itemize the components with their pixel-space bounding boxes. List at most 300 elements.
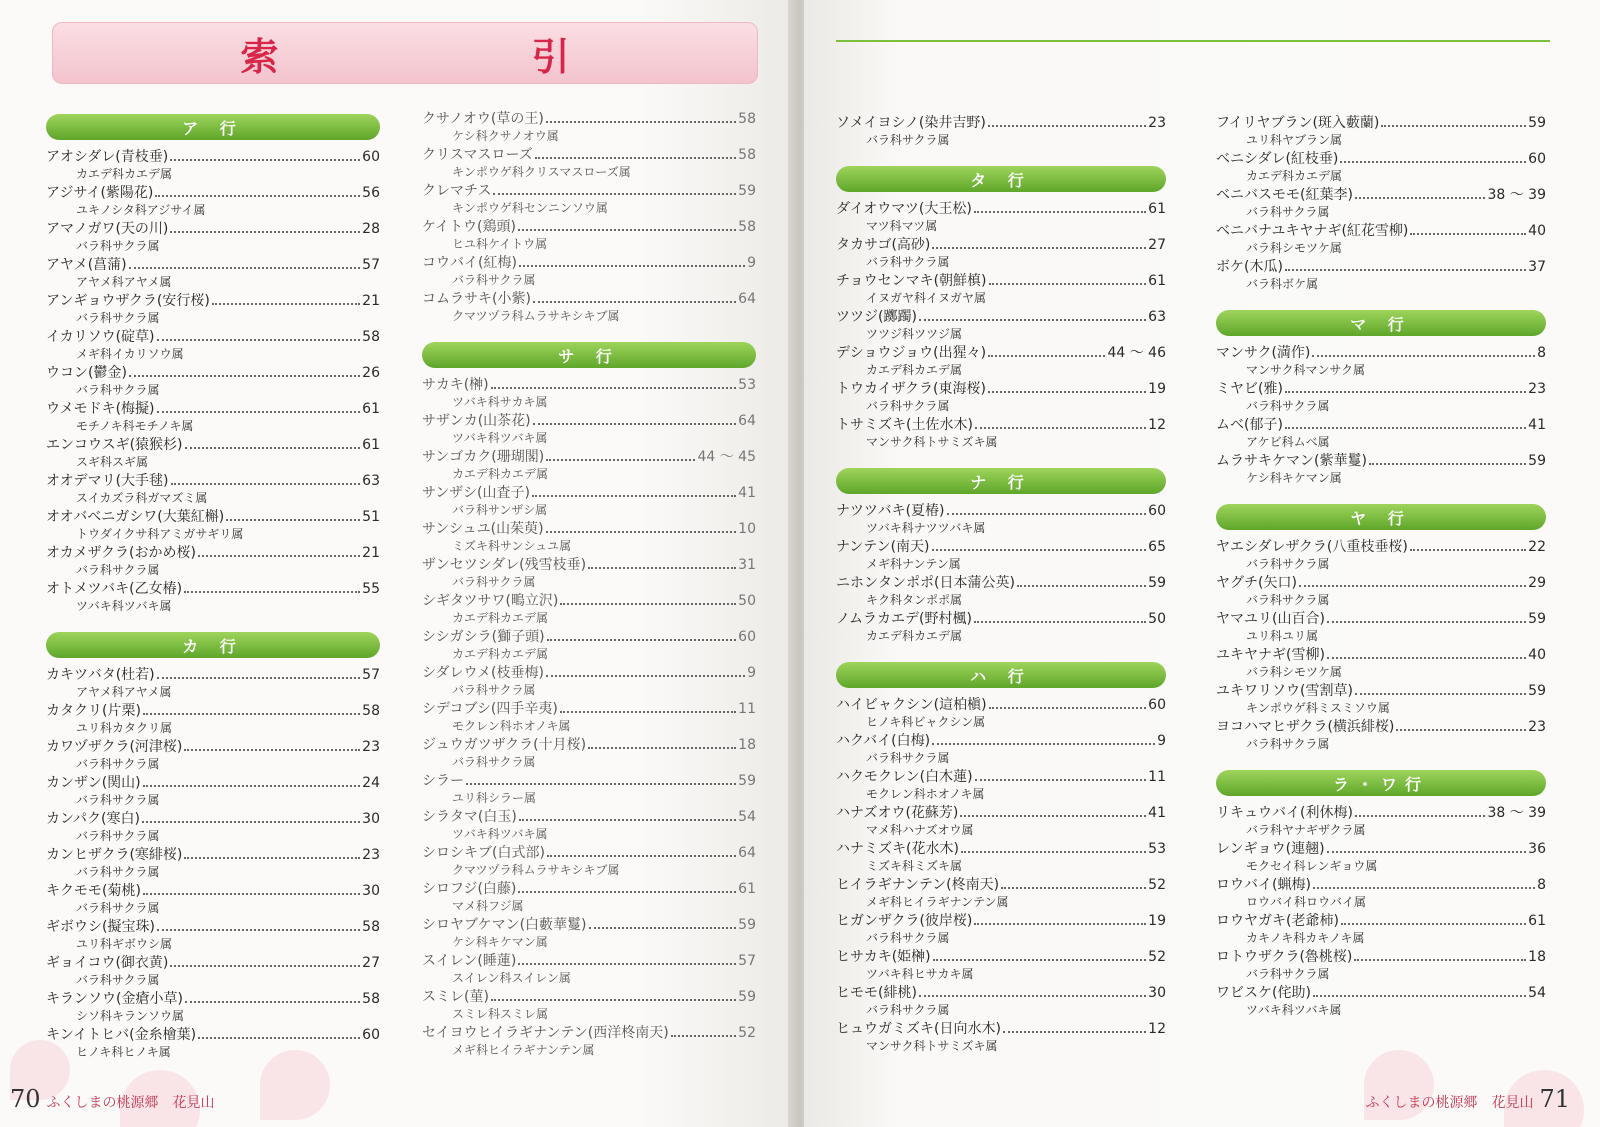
entry-line xyxy=(1216,538,1546,556)
entry-page-number: 58 xyxy=(362,919,380,935)
entry-page-number: 11 xyxy=(738,701,756,717)
entry-line xyxy=(836,1020,1166,1038)
entry-line xyxy=(46,810,380,828)
leader-dots xyxy=(932,743,1155,745)
page-number-right: 71 xyxy=(1539,1085,1570,1113)
entry-family: ツバキ科ツバキ属 xyxy=(452,827,548,841)
entry-page-number: 41 xyxy=(1148,805,1166,821)
index-entry xyxy=(422,664,756,700)
entry-family: ツバキ科ツバキ属 xyxy=(76,599,172,613)
entry-line xyxy=(836,840,1166,858)
entry-name: ツツジ(躑躅) xyxy=(836,309,917,325)
entry-page-number: 63 xyxy=(362,473,380,489)
entry-page-number: 19 xyxy=(1148,381,1166,397)
entry-page-number: 30 xyxy=(1148,985,1166,1001)
index-entry xyxy=(422,844,756,880)
leader-dots xyxy=(1313,995,1526,997)
entry-line xyxy=(1216,416,1546,434)
index-entry xyxy=(422,110,756,146)
entry-family: トウダイクサ科アミガサギリ属 xyxy=(76,527,244,541)
index-entry xyxy=(422,1024,756,1060)
entry-page-number: 18 xyxy=(1528,949,1546,965)
index-section xyxy=(836,114,1166,150)
entry-name: オオバベニガシワ(大葉紅槲) xyxy=(46,509,225,525)
entry-line xyxy=(422,218,756,236)
entry-family: キンポウゲ科センニンソウ属 xyxy=(452,201,608,215)
leader-dots xyxy=(535,157,736,159)
entry-name: キクモモ(菊桃) xyxy=(46,883,141,899)
entry-name: コウバイ(紅梅) xyxy=(422,255,517,271)
entry-name: シロフジ(白藤) xyxy=(422,881,517,897)
entry-name: アンギョウザクラ(安行桜) xyxy=(46,293,210,309)
leader-dots xyxy=(185,1001,360,1003)
footer-left xyxy=(10,1085,215,1113)
entry-family: バラ科シモツケ属 xyxy=(1246,241,1342,255)
entry-page-number: 59 xyxy=(1148,575,1166,591)
entry-family: マメ科フジ属 xyxy=(452,899,524,913)
leader-dots xyxy=(143,713,360,715)
entry-family: ヒユ科ケイトウ属 xyxy=(452,237,548,251)
entry-name: オオデマリ(大手毬) xyxy=(46,473,169,489)
entry-name: ザンセツシダレ(残雪枝垂) xyxy=(422,557,587,573)
entry-page-number: 58 xyxy=(738,219,756,235)
entry-family: ユリ科ヤブラン属 xyxy=(1246,133,1343,147)
entry-page-number: 61 xyxy=(362,437,380,453)
index-title-banner xyxy=(52,22,758,84)
index-entry xyxy=(46,882,380,918)
entry-name: ユキワリソウ(雪割草) xyxy=(1216,683,1353,699)
entry-line xyxy=(46,508,380,526)
leader-dots xyxy=(1299,585,1526,587)
leader-dots xyxy=(142,821,360,823)
index-entry xyxy=(836,200,1166,236)
entry-family: メギ科ナンテン属 xyxy=(866,557,961,571)
entry-family: バラ科サクラ属 xyxy=(76,239,160,253)
entry-name: キンイトヒバ(金糸檜葉) xyxy=(46,1027,197,1043)
entry-page-number: 23 xyxy=(1528,381,1546,397)
leader-dots xyxy=(226,519,360,521)
entry-line xyxy=(422,520,756,538)
entry-family: カエデ科カエデ属 xyxy=(866,629,963,643)
entry-line xyxy=(422,916,756,934)
entry-name: オトメツバキ(乙女椿) xyxy=(46,581,183,597)
entry-page-number: 64 xyxy=(738,413,756,429)
entry-page-number: 21 xyxy=(362,545,380,561)
entry-name: シダレウメ(枝垂梅) xyxy=(422,665,544,681)
entry-name: ノムラカエデ(野村楓) xyxy=(836,611,972,627)
section-header: ナ 行 xyxy=(836,468,1166,494)
index-entry xyxy=(422,772,756,808)
leader-dots xyxy=(491,999,736,1001)
index-entry xyxy=(1216,718,1546,754)
entry-name: セイヨウヒイラギナンテン(西洋柊南天) xyxy=(422,1025,669,1041)
entry-family: ユリ科カタクリ属 xyxy=(76,721,173,735)
index-column-4 xyxy=(1216,114,1546,1036)
entry-name: ナンテン(南天) xyxy=(836,539,930,555)
entry-family: スイカズラ科ガマズミ属 xyxy=(76,491,208,505)
entry-name: ヒュウガミズキ(日向水木) xyxy=(836,1021,1001,1037)
entry-family: アケビ科ムベ属 xyxy=(1246,435,1330,449)
entry-name: リキュウバイ(利休梅) xyxy=(1216,805,1353,821)
entry-family: メギ科ヒイラギナンテン属 xyxy=(866,895,1009,909)
entry-page-number: 64 xyxy=(738,291,756,307)
leader-dots xyxy=(184,749,360,751)
index-entry xyxy=(46,292,380,328)
leader-dots xyxy=(1327,851,1527,853)
entry-page-number: 40 xyxy=(1528,223,1546,239)
index-section xyxy=(836,662,1166,1056)
index-entry xyxy=(422,484,756,520)
entry-line xyxy=(1216,222,1546,240)
index-entry xyxy=(1216,538,1546,574)
leader-dots xyxy=(129,267,361,269)
entry-line xyxy=(46,882,380,900)
entry-family: ユリ科ユリ属 xyxy=(1246,629,1319,643)
entry-family: バラ科サクラ属 xyxy=(76,829,160,843)
entry-line xyxy=(46,220,380,238)
entry-line xyxy=(1216,840,1546,858)
leader-dots xyxy=(1017,585,1146,587)
index-entry xyxy=(1216,574,1546,610)
entry-name: ナツツバキ(夏椿) xyxy=(836,503,945,519)
entry-family: バラ科サクラ属 xyxy=(1246,205,1330,219)
entry-name: ダイオウマツ(大王松) xyxy=(836,201,972,217)
entry-line xyxy=(836,768,1166,786)
entry-name: ソメイヨシノ(染井吉野) xyxy=(836,115,986,131)
leader-dots xyxy=(185,447,361,449)
entry-family: バラ科サクラ属 xyxy=(76,757,160,771)
leader-dots xyxy=(533,423,737,425)
leader-dots xyxy=(1285,269,1526,271)
index-entry xyxy=(836,272,1166,308)
entry-page-number: 60 xyxy=(1148,503,1166,519)
entry-line xyxy=(836,272,1166,290)
entry-name: ベニバスモモ(紅葉李) xyxy=(1216,187,1353,203)
entry-line xyxy=(46,256,380,274)
leader-dots xyxy=(198,555,360,557)
entry-family: マメ科ハナズオウ属 xyxy=(866,823,974,837)
index-entry xyxy=(1216,114,1546,150)
entry-line xyxy=(836,574,1166,592)
entry-line xyxy=(836,696,1166,714)
leader-dots xyxy=(212,303,360,305)
entry-page-number: 61 xyxy=(1528,913,1546,929)
entry-line xyxy=(1216,186,1546,204)
index-section xyxy=(836,468,1166,646)
leader-dots xyxy=(988,125,1146,127)
entry-family: バラ科サクラ属 xyxy=(76,865,160,879)
entry-page-number: 54 xyxy=(1528,985,1546,1001)
entry-line xyxy=(1216,114,1546,132)
entry-line xyxy=(422,290,756,308)
entry-line xyxy=(1216,912,1546,930)
entry-page-number: 44 ～ 46 xyxy=(1107,345,1166,361)
entry-line xyxy=(422,700,756,718)
index-section xyxy=(46,114,380,616)
entry-name: シデコブシ(四手辛夷) xyxy=(422,701,558,717)
index-entry xyxy=(836,804,1166,840)
entry-family: バラ科サクラ属 xyxy=(1246,967,1330,981)
leader-dots xyxy=(170,159,360,161)
leader-dots xyxy=(198,1037,360,1039)
entry-line xyxy=(1216,258,1546,276)
entry-family: ユリ科シラー属 xyxy=(452,791,537,805)
entry-family: ロウバイ科ロウバイ属 xyxy=(1246,895,1367,909)
entry-page-number: 50 xyxy=(1148,611,1166,627)
entry-family: バラ科サクラ属 xyxy=(1246,399,1330,413)
entry-line xyxy=(836,236,1166,254)
entry-family: バラ科サクラ属 xyxy=(866,751,950,765)
leader-dots xyxy=(1327,621,1526,623)
entry-name: コムラサキ(小紫) xyxy=(422,291,531,307)
entry-page-number: 57 xyxy=(362,257,380,273)
entry-family: モクレン科ホオノキ属 xyxy=(866,787,985,801)
entry-family: ツバキ科ヒサカキ属 xyxy=(866,967,974,981)
leader-dots xyxy=(1410,549,1526,551)
index-entry xyxy=(836,1020,1166,1056)
entry-page-number: 60 xyxy=(1148,697,1166,713)
entry-line xyxy=(422,182,756,200)
entry-page-number: 60 xyxy=(738,629,756,645)
entry-line xyxy=(422,988,756,1006)
entry-page-number: 58 xyxy=(738,111,756,127)
index-entry xyxy=(46,738,380,774)
index-entry xyxy=(46,436,380,472)
entry-family: バラ科サクラ属 xyxy=(866,255,950,269)
entry-family: ケシ科クサノオウ属 xyxy=(452,129,559,143)
leader-dots xyxy=(588,567,736,569)
entry-family: バラ科サクラ属 xyxy=(76,383,160,397)
entry-line xyxy=(836,380,1166,398)
entry-name: スミレ(菫) xyxy=(422,989,489,1005)
entry-page-number: 58 xyxy=(738,147,756,163)
index-entry xyxy=(422,988,756,1024)
entry-family: キク科タンポポ属 xyxy=(866,593,963,607)
entry-line xyxy=(836,416,1166,434)
entry-line xyxy=(422,484,756,502)
entry-name: ヒサカキ(姫榊) xyxy=(836,949,931,965)
leader-dots xyxy=(533,301,736,303)
entry-page-number: 59 xyxy=(738,773,756,789)
index-entry xyxy=(836,912,1166,948)
leader-dots xyxy=(466,783,736,785)
entry-line xyxy=(46,364,380,382)
entry-family: カエデ科カエデ属 xyxy=(866,363,963,377)
entry-name: ヒガンザクラ(彼岸桜) xyxy=(836,913,973,929)
entry-name: カキツバタ(杜若) xyxy=(46,667,155,683)
leader-dots xyxy=(547,855,736,857)
entry-page-number: 54 xyxy=(738,809,756,825)
entry-line xyxy=(836,610,1166,628)
entry-name: アジサイ(紫陽花) xyxy=(46,185,154,201)
index-entry xyxy=(46,148,380,184)
leader-dots xyxy=(560,603,736,605)
leader-dots xyxy=(989,707,1147,709)
index-entry xyxy=(46,702,380,738)
leader-dots xyxy=(1396,729,1526,731)
index-entry xyxy=(422,448,756,484)
leader-dots xyxy=(960,815,1146,817)
entry-name: レンギョウ(連翹) xyxy=(1216,841,1325,857)
entry-name: クリスマスローズ xyxy=(422,147,533,163)
leader-dots xyxy=(1410,233,1526,235)
entry-line xyxy=(836,984,1166,1002)
entry-family: モクレン科ホオノキ属 xyxy=(452,719,571,733)
index-entry xyxy=(422,520,756,556)
entry-name: ボケ(木瓜) xyxy=(1216,259,1283,275)
entry-name: フイリヤブラン(斑入藪蘭) xyxy=(1216,115,1380,131)
index-entry xyxy=(422,290,756,326)
entry-name: アヤメ(菖蒲) xyxy=(46,257,127,273)
leader-dots xyxy=(546,531,737,533)
leader-dots xyxy=(961,851,1146,853)
index-entry xyxy=(836,114,1166,150)
entry-line xyxy=(1216,452,1546,470)
entry-line xyxy=(836,538,1166,556)
entry-family: バラ科サクラ属 xyxy=(866,399,950,413)
index-entry xyxy=(422,556,756,592)
entry-page-number: 61 xyxy=(362,401,380,417)
entry-name: シロシキブ(白式部) xyxy=(422,845,545,861)
entry-page-number: 27 xyxy=(1148,237,1166,253)
entry-line xyxy=(836,502,1166,520)
index-section xyxy=(422,342,756,1060)
entry-family: アヤメ科アヤメ属 xyxy=(76,275,172,289)
entry-line xyxy=(46,666,380,684)
entry-page-number: 58 xyxy=(362,703,380,719)
entry-page-number: 59 xyxy=(1528,611,1546,627)
entry-page-number: 59 xyxy=(1528,683,1546,699)
leader-dots xyxy=(491,387,737,389)
entry-page-number: 60 xyxy=(362,149,380,165)
index-entry xyxy=(46,954,380,990)
index-entry xyxy=(46,508,380,544)
index-entry xyxy=(422,808,756,844)
entry-page-number: 9 xyxy=(747,665,756,681)
right-page xyxy=(804,0,1600,1127)
entry-family: クマツヅラ科ムラサキシキブ属 xyxy=(452,863,620,877)
entry-page-number: 23 xyxy=(1148,115,1166,131)
entry-page-number: 11 xyxy=(1148,769,1166,785)
entry-family: ツバキ科ツバキ属 xyxy=(452,431,548,445)
entry-line xyxy=(46,472,380,490)
leader-dots xyxy=(184,591,360,593)
entry-page-number: 65 xyxy=(1148,539,1166,555)
entry-page-number: 59 xyxy=(738,989,756,1005)
index-entry xyxy=(46,400,380,436)
entry-family: バラ科サクラ属 xyxy=(452,683,536,697)
entry-family: バラ科サンザシ属 xyxy=(452,503,548,517)
entry-family: マツ科マツ属 xyxy=(866,219,938,233)
entry-page-number: 10 xyxy=(738,521,756,537)
leader-dots xyxy=(588,747,736,749)
index-section xyxy=(46,632,380,1062)
index-entry xyxy=(836,610,1166,646)
leader-dots xyxy=(975,427,1146,429)
entry-family: スミレ科スミレ属 xyxy=(452,1007,549,1021)
leader-dots xyxy=(988,391,1146,393)
index-entry xyxy=(1216,804,1546,840)
entry-line xyxy=(46,400,380,418)
entry-line xyxy=(46,990,380,1008)
index-entry xyxy=(836,876,1166,912)
entry-name: オカメザクラ(おかめ桜) xyxy=(46,545,196,561)
entry-family: メギ科イカリソウ属 xyxy=(76,347,184,361)
entry-line xyxy=(1216,344,1546,362)
entry-family: ミズキ科ミズキ属 xyxy=(866,859,963,873)
entry-family: バラ科サクラ属 xyxy=(1246,737,1330,751)
entry-family: バラ科シモツケ属 xyxy=(1246,665,1342,679)
entry-page-number: 18 xyxy=(738,737,756,753)
entry-line xyxy=(1216,804,1546,822)
entry-name: ギョイコウ(御衣黄) xyxy=(46,955,169,971)
entry-page-number: 21 xyxy=(362,293,380,309)
entry-name: ハナズオウ(花蘇芳) xyxy=(836,805,959,821)
entry-name: シギタツサワ(鴫立沢) xyxy=(422,593,559,609)
index-entry xyxy=(1216,840,1546,876)
leader-dots xyxy=(184,857,360,859)
entry-page-number: 64 xyxy=(738,845,756,861)
entry-family: モチノキ科モチノキ属 xyxy=(76,419,194,433)
leader-dots xyxy=(547,639,737,641)
leader-dots xyxy=(1355,693,1526,695)
entry-name: タカサゴ(高砂) xyxy=(836,237,931,253)
entry-name: カンヒザクラ(寒緋桜) xyxy=(46,847,183,863)
entry-family: バラ科サクラ属 xyxy=(452,755,536,769)
entry-line xyxy=(1216,682,1546,700)
index-entry xyxy=(1216,344,1546,380)
entry-name: ニホンタンポポ(日本蒲公英) xyxy=(836,575,1015,591)
index-entry xyxy=(46,220,380,256)
entry-page-number: 52 xyxy=(1148,949,1166,965)
index-entry xyxy=(836,416,1166,452)
entry-line xyxy=(422,880,756,898)
entry-name: ギボウシ(擬宝珠) xyxy=(46,919,155,935)
leader-dots xyxy=(919,995,1146,997)
entry-family: マンサク科トサミズキ属 xyxy=(866,1039,998,1053)
index-section xyxy=(422,110,756,326)
leader-dots xyxy=(1354,959,1526,961)
entry-family: ユキノシタ科アジサイ属 xyxy=(76,203,206,217)
index-entry xyxy=(836,308,1166,344)
entry-line xyxy=(422,772,756,790)
leader-dots xyxy=(170,965,360,967)
entry-page-number: 23 xyxy=(362,847,380,863)
entry-line xyxy=(422,110,756,128)
entry-name: ベニバナユキヤナギ(紅花雪柳) xyxy=(1216,223,1409,239)
entry-line xyxy=(422,556,756,574)
index-entry xyxy=(1216,876,1546,912)
index-entry xyxy=(46,364,380,400)
entry-name: イカリソウ(碇草) xyxy=(46,329,155,345)
entry-line xyxy=(46,774,380,792)
leader-dots xyxy=(546,675,745,677)
entry-family: バラ科サクラ属 xyxy=(76,311,160,325)
entry-family: バラ科サクラ属 xyxy=(866,931,950,945)
index-section xyxy=(1216,114,1546,294)
footer-right xyxy=(1365,1085,1570,1113)
index-entry xyxy=(1216,984,1546,1020)
entry-line xyxy=(46,738,380,756)
entry-family: キンポウゲ科クリスマスローズ属 xyxy=(452,165,631,179)
leader-dots xyxy=(589,927,737,929)
entry-family: クマツヅラ科ムラサキシキブ属 xyxy=(452,309,620,323)
leader-dots xyxy=(1355,815,1486,817)
entry-name: シラタマ(白玉) xyxy=(422,809,517,825)
index-entry xyxy=(46,184,380,220)
entry-family: ツバキ科ツバキ属 xyxy=(1246,1003,1342,1017)
entry-family: ツツジ科ツツジ属 xyxy=(866,327,963,341)
